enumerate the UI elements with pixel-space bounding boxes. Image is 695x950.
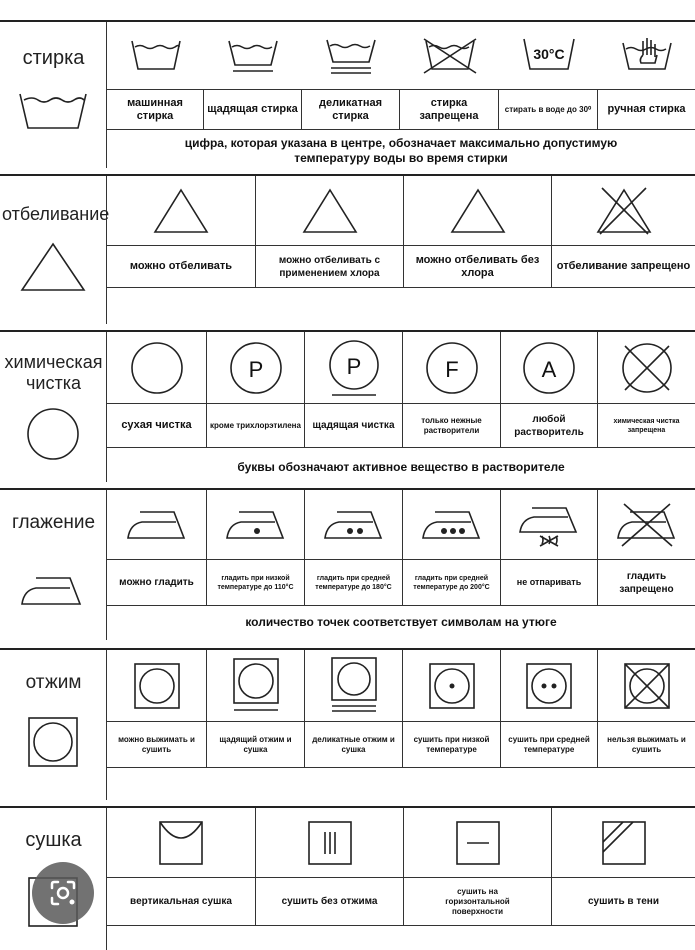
wash-30-label: стирать в воде до 30⁰ [504,104,592,114]
tumble-medium-label: сушить при средней температуре [508,734,590,754]
no-wash-cell [400,22,499,89]
dry-clean-p-label: кроме трихлорэтилена [210,420,301,430]
wring-forbidden-label: нельзя выжимать и сушить [607,734,686,754]
hand-wash-icon [617,35,677,77]
wring-gentle-icon [230,657,282,715]
drycleaning-circle-icon [14,402,92,462]
svg-text:P: P [346,353,361,379]
lens-search-icon [46,876,80,910]
section-drying [0,806,695,950]
iron-low-label: гладить при низкой температуре до 110°C [217,574,294,591]
section-bleaching [0,174,695,324]
svg-text:F: F [444,356,459,382]
bleach-chlorine-icon [300,186,360,236]
section-washing [0,20,695,168]
drip-dry-icon [305,818,355,868]
dry-clean-p-gentle-icon [326,338,382,398]
iron-high-label: гладить при средней температуре до 200°C [413,574,490,591]
dry-clean-forbidden-label: химическая чистка запрещена [613,417,680,434]
ironing-title: глажение [11,512,96,533]
bleach-allowed-label: можно отбеливать [129,260,233,272]
iron-allowed-label: можно гладить [119,577,194,588]
iron-allowed-icon [122,504,192,546]
delicate-wash-label: деликатная стирка [318,96,383,122]
iron-medium-icon [319,504,389,546]
gentle-wash-icon [223,35,283,77]
dry-flat-label: сушить на горизонтальной поверхности [445,886,510,916]
iron-medium-label: гладить при средней температуре до 180°C [315,574,392,591]
wring-forbidden-icon [621,660,673,712]
section-drycleaning [0,330,695,482]
bleach-allowed-icon [151,186,211,236]
delicate-wash-cell [302,22,400,89]
bleach-chlorine-label: можно отбеливать с применением хлора [278,254,381,279]
wash-30-icon [518,35,580,77]
gentle-wash-cell [204,22,302,89]
bleaching-side [0,176,110,324]
dry-clean-a-icon [521,340,577,396]
hand-wash-cell [598,22,695,89]
tumble-low-label: сушить при низкой температуре [413,734,490,754]
dry-shade-label: сушить в тени [587,896,659,907]
dry-clean-f-icon [424,340,480,396]
dry-clean-icon [129,340,185,396]
washing-tub-icon [14,84,92,144]
dry-clean-a-label: любой растворитель [514,413,584,438]
svg-text:P: P [248,356,263,382]
wring-allowed-label: можно выжимать и сушить [118,734,195,754]
section-ironing [0,488,695,640]
no-wash-label: стирка запрещена [419,96,479,122]
svg-text:A: A [541,356,557,382]
delicate-wash-icon [321,34,381,78]
tumble-medium-icon [523,660,575,712]
wash-30-cell [499,22,598,89]
iron-forbidden-icon [612,502,682,548]
bleach-forbidden-label: отбеливание запрещено [556,260,691,272]
dry-clean-f-label: только нежные растворители [421,415,482,435]
drip-dry-vertical-icon [156,818,206,868]
iron-icon [14,560,92,620]
lens-search-button[interactable] [32,862,94,924]
iron-forbidden-label: гладить запрещено [619,570,674,595]
wringing-title: отжим [25,672,82,693]
wring-allowed-icon [131,660,183,712]
wringing-side [0,650,107,800]
bleach-no-chlorine-icon [448,186,508,236]
drycleaning-side [0,332,107,482]
wring-gentle-label: щадящий отжим и сушка [219,734,292,754]
machine-wash-icon [126,35,186,77]
bleach-forbidden-icon [594,186,654,236]
iron-low-icon [221,504,291,546]
gentle-wash-label: щадящая стирка [207,103,298,115]
iron-high-icon [417,504,487,546]
bleaching-title: отбеливание [2,204,110,224]
hand-wash-label: ручная стирка [607,103,686,115]
drying-title: сушка [25,829,82,851]
washing-title: стирка [22,47,85,69]
wringing-square-icon [14,712,92,772]
wring-delicate-label: деликатные отжим и сушка [312,734,395,754]
washing-side [0,22,107,168]
dry-clean-label: сухая чистка [121,419,192,431]
bleach-no-chlorine-label: можно отбеливать без хлора [415,253,540,279]
drip-dry-label: сушить без отжима [281,896,378,907]
ironing-note: количество точек соответствует символам на утюге [245,615,557,629]
machine-wash-label: машинная стирка [127,96,183,122]
dry-clean-p-gentle-label: щадящая чистка [312,420,395,431]
dry-shade-icon [599,818,649,868]
dry-flat-icon [453,818,503,868]
dry-clean-p-icon [228,340,284,396]
no-steam-label: не отпаривать [516,577,582,587]
section-wringing [0,648,695,800]
no-steam-icon [514,502,584,548]
ironing-side [0,490,107,640]
dry-clean-forbidden-icon [619,340,675,396]
svg-text:30°C: 30°C [532,45,565,62]
washing-note: цифра, которая указана в центре, обозначает максимально допустимую температуру воды во время стирки [184,136,618,165]
drycleaning-note: буквы обозначают активное вещество в растворителе [237,460,565,474]
drycleaning-title: химическая чистка [4,352,103,393]
drip-dry-vertical-label: вертикальная сушка [130,896,232,907]
no-wash-icon [418,35,482,77]
tumble-low-icon [426,660,478,712]
wring-delicate-icon [328,656,380,716]
machine-wash-cell [107,22,204,89]
bleach-triangle-icon [14,238,92,298]
